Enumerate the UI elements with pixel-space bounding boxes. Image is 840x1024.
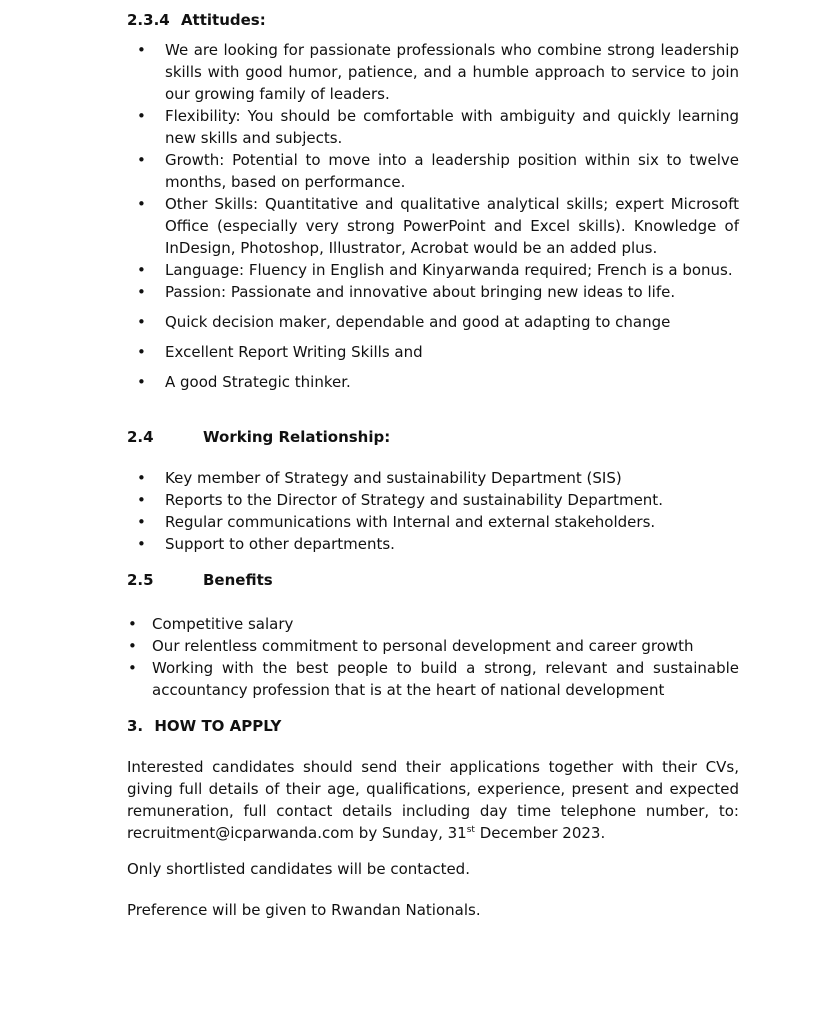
list-item: • A good Strategic thinker. <box>137 373 351 391</box>
working-relationship-list <box>137 467 739 555</box>
working-relationship-number: 2.4 <box>127 428 154 446</box>
list-item: • Passion: Passionate and innovative about bringing new ideas to life. <box>137 283 676 301</box>
attitudes-list <box>137 39 739 393</box>
benefits-heading <box>127 569 273 591</box>
working-relationship-heading <box>127 426 391 448</box>
list-item: • Working with the best people to build a strong, relevant and sustainable accountancy profession that is at the heart of national development <box>128 659 739 699</box>
attitudes-title: Attitudes: <box>180 11 266 29</box>
list-item: • Support to other departments. <box>137 535 395 553</box>
list-item: • Key member of Strategy and sustainability Department (SIS) <box>137 469 622 487</box>
list-item: • Regular communications with Internal and external stakeholders. <box>137 513 656 531</box>
benefits-title: Benefits <box>203 571 273 589</box>
preference-note: Preference will be given to Rwandan Nationals. <box>127 901 481 919</box>
list-item: • Excellent Report Writing Skills and <box>137 343 423 361</box>
list-item: • Growth: Potential to move into a leadership position within six to twelve months, based on performance. <box>137 151 739 191</box>
list-item: • Language: Fluency in English and Kinyarwanda required; French is a bonus. <box>137 261 733 279</box>
list-item: • Other Skills: Quantitative and qualitative analytical skills; expert Microsoft Office (especially very strong PowerPoint and Excel skills). Knowledge of InDesign, Photoshop, Illustrator, Acrobat would be an added plus. <box>137 195 739 257</box>
list-item: • Our relentless commitment to personal development and career growth <box>128 637 694 655</box>
list-item: • Quick decision maker, dependable and good at adapting to change <box>137 313 671 331</box>
working-relationship-title: Working Relationship: <box>203 428 391 446</box>
list-item: • Flexibility: You should be comfortable with ambiguity and quickly learning new skills and subjects. <box>137 107 739 147</box>
how-to-apply-title: HOW TO APPLY <box>154 717 282 735</box>
list-item: • Competitive salary <box>128 615 294 633</box>
list-item: • Reports to the Director of Strategy and sustainability Department. <box>137 491 663 509</box>
attitudes-heading <box>127 9 266 31</box>
list-item: • We are looking for passionate professionals who combine strong leadership skills with good humor, patience, and a humble approach to service to join our growing family of leaders. <box>137 41 739 103</box>
how-to-apply-number: 3. <box>127 717 144 735</box>
how-to-apply-paragraph: Interested candidates should send their applications together with their CVs, giving full details of their age, qualifications, experience, present and expected remuneration, full contact details including day time telephone number, to: recruitment@icparwanda.com by Sunday, 31st December 2023. <box>127 758 739 842</box>
how-to-apply-heading <box>127 715 281 737</box>
shortlisted-note: Only shortlisted candidates will be contacted. <box>127 860 470 878</box>
benefits-number: 2.5 <box>127 571 154 589</box>
attitudes-number: 2.3.4 <box>127 11 170 29</box>
date-suffix: st <box>466 825 475 835</box>
benefits-list <box>128 613 739 701</box>
